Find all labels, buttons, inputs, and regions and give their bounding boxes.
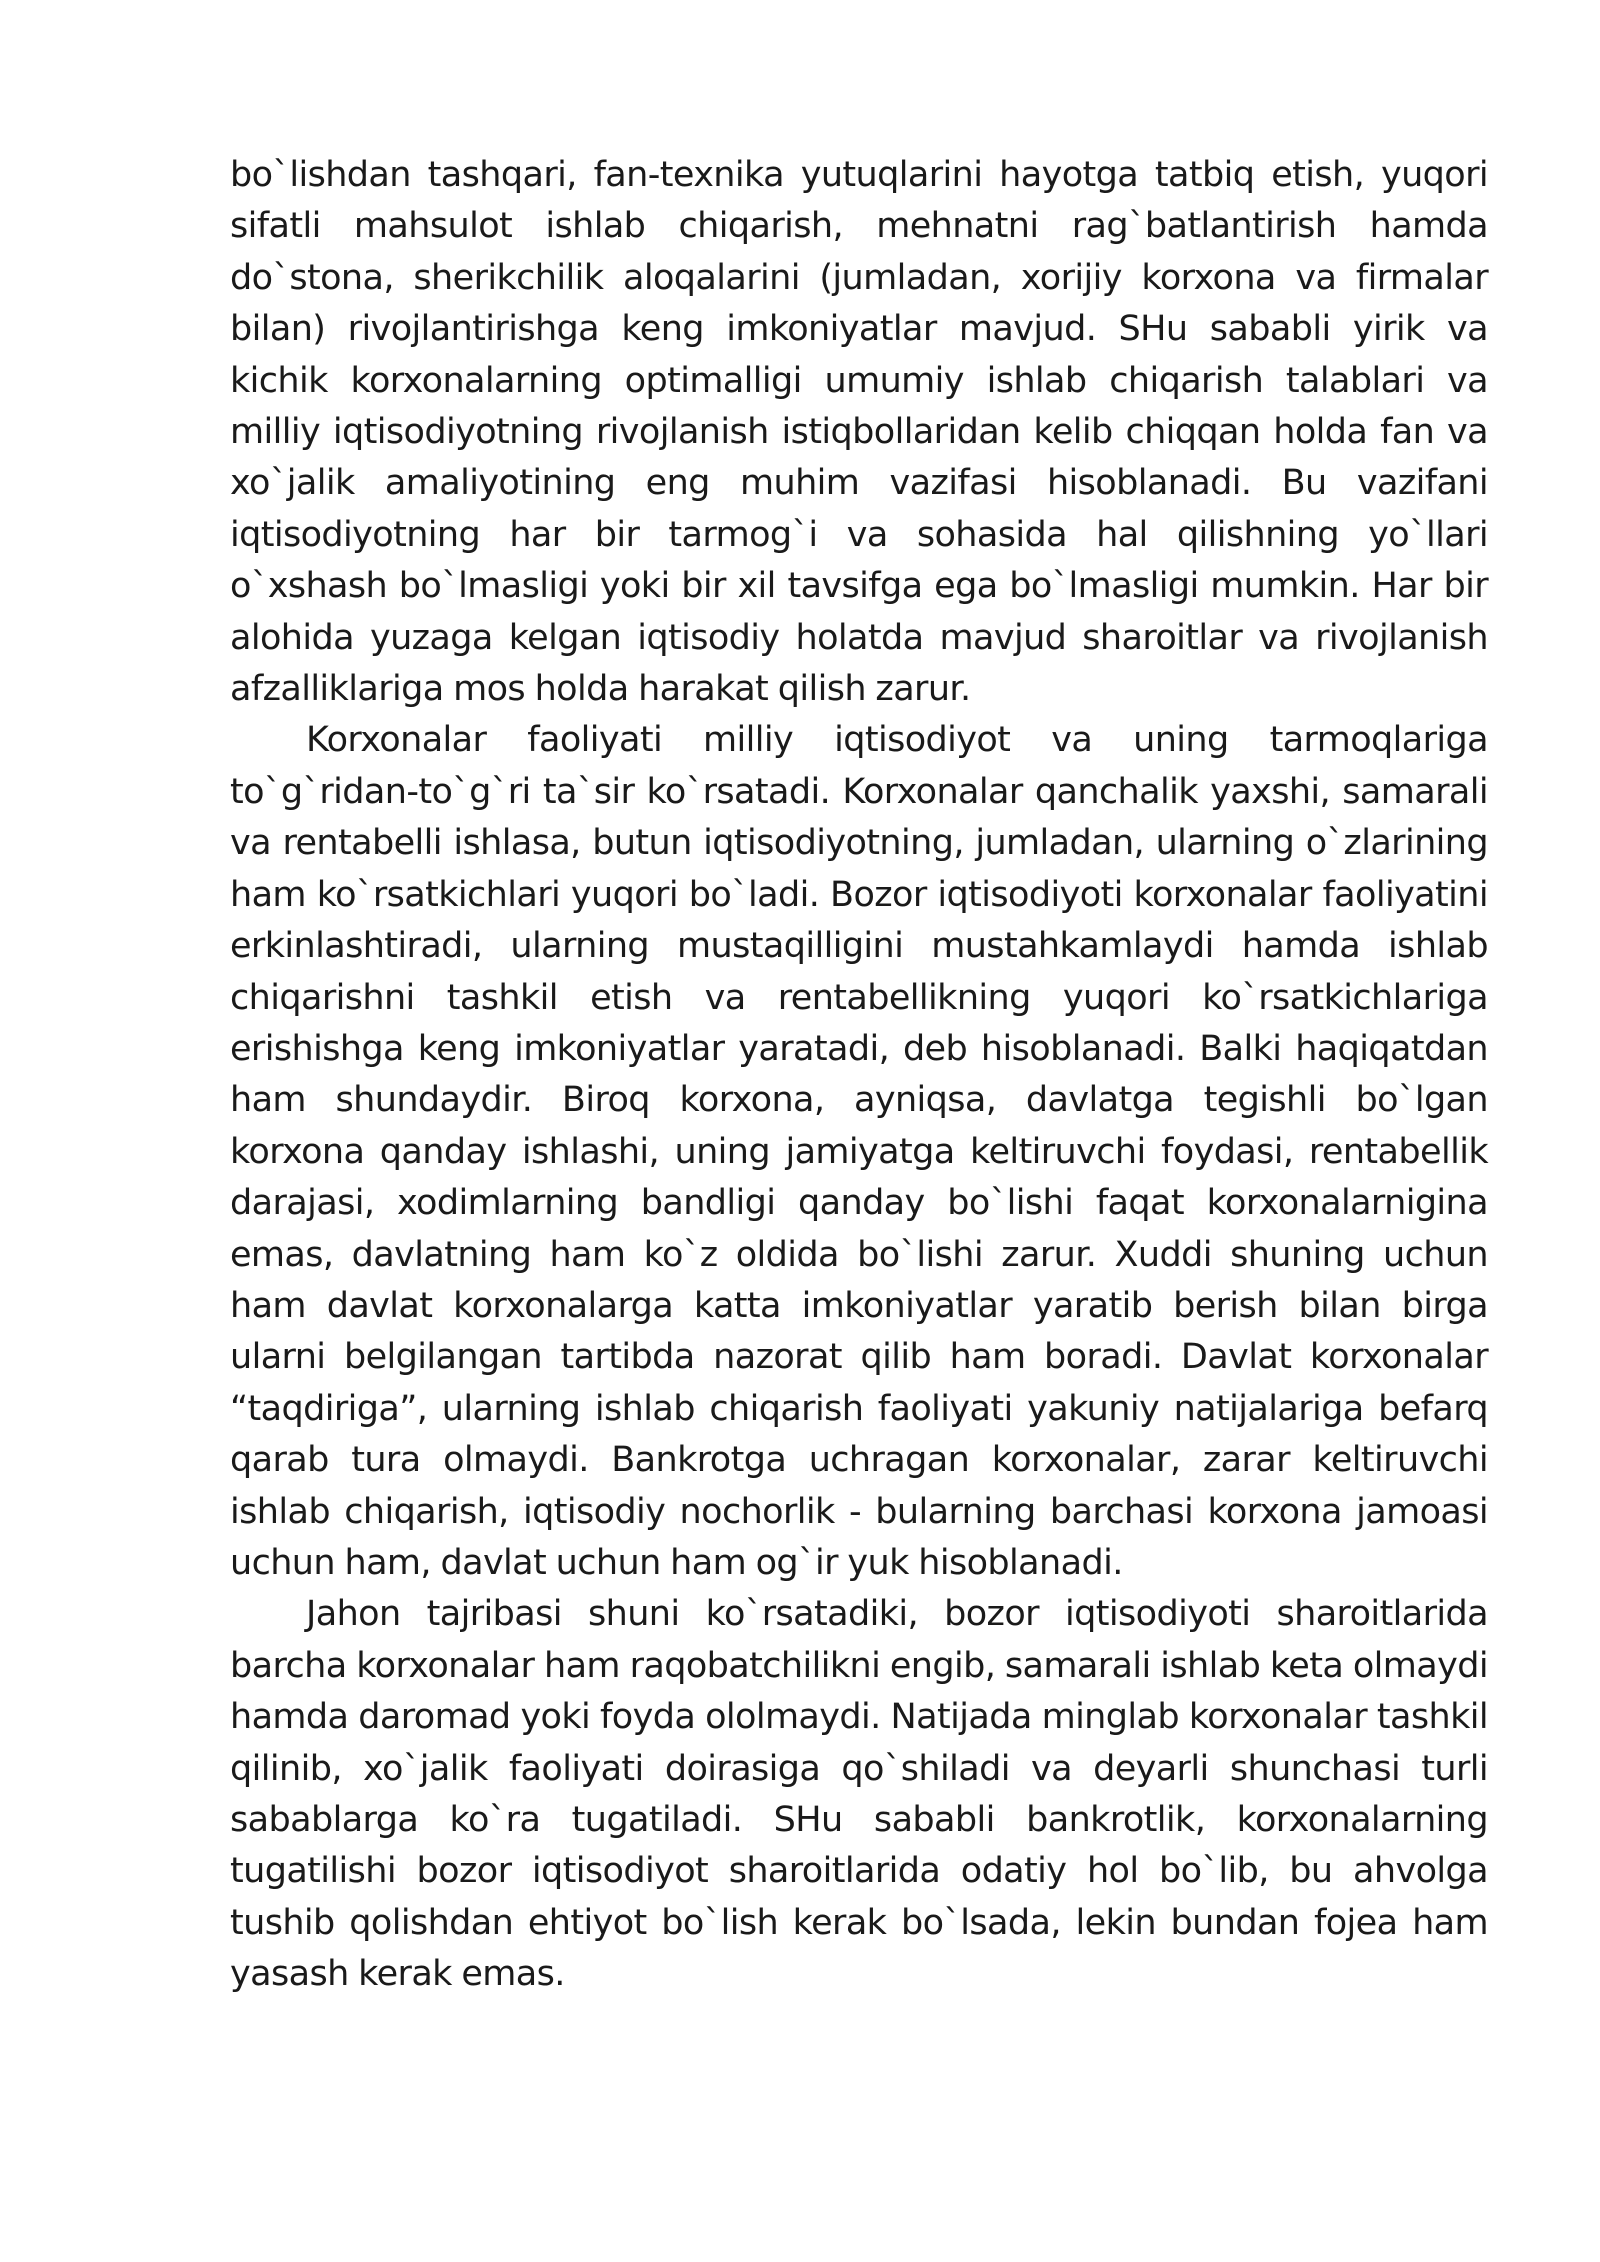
paragraph-2: Korxonalar faoliyati milliy iqtisodiyot va uning tarmoqlariga to`g`ridan-to`g`ri ta`sir ko`rsatadi. Korxonalar qanchalik yaxshi, samarali va rentabelli ishlasa, butun iqtisodiyotning, jumladan, ularning o`zlarining ham ko`rsatkichlari yuqori bo`ladi. Bozor iqtisodiyoti korxonalar faoliyatini erkinlashtiradi, ularning mustaqilligini mustahkamlaydi hamda ishlab chiqarishni tashkil etish va rentabellikning yuqori ko`rsatkichlariga erishishga keng imkoniyatlar yaratadi, deb hisoblanadi. Balki haqiqatdan ham shundaydir. Biroq korxona, ayniqsa, davlatga tegishli bo`lgan korxona qanday ishlashi, uning jamiyatga keltiruvchi foydasi, rentabellik darajasi, xodimlarning bandligi qanday bo`lishi faqat korxonalarnigina emas, davlatning ham ko`z oldida bo`lishi zarur. Xuddi shuning uchun ham davlat korxonalarga katta imkoniyatlar yaratib berish bilan birga ularni belgilangan tartibda nazorat qilib ham boradi. Davlat korxonalar “taqdiriga”, ularning ishlab chiqarish faoliyati yakuniy natijalariga befarq qarab tura olmaydi. Bankrotga uchragan korxonalar, zarar keltiruvchi ishlab chiqarish, iqtisodiy nochorlik - bularning barchasi korxona jamoasi uchun ham, davlat uchun ham og`ir yuk hisoblanadi. (230, 720, 1488, 1583)
paragraph-1: bo`lishdan tashqari, fan-texnika yutuqlarini hayotga tatbiq etish, yuqori sifatli mahsulot ishlab chiqarish, mehnatni rag`batlantirish hamda do`stona, sherikchilik aloqalarini (jumladan, xorijiy korxona va firmalar bilan) rivojlantirishga keng imkoniyatlar mavjud. SHu sababli yirik va kichik korxonalarning optimalligi umumiy ishlab chiqarish talablari va milliy iqtisodiyotning rivojlanish istiqbollaridan kelib chiqqan holda fan va xo`jalik amaliyotining eng muhim vazifasi hisoblanadi. Bu vazifani iqtisodiyotning har bir tarmog`i va sohasida hal qilishning yo`llari o`xshash bo`lmasligi yoki bir xil tavsifga ega bo`lmasligi mumkin. Har bir alohida yuzaga kelgan iqtisodiy holatda mavjud sharoitlar va rivojlanish afzalliklariga mos holda harakat qilish zarur. (230, 155, 1488, 710)
body-text (230, 150, 1488, 2001)
paragraph-3: Jahon tajribasi shuni ko`rsatadiki, bozor iqtisodiyoti sharoitlarida barcha korxonalar ham raqobatchilikni engib, samarali ishlab keta olmaydi hamda daromad yoki foyda ololmaydi. Natijada minglab korxonalar tashkil qilinib, xo`jalik faoliyati doirasiga qo`shiladi va deyarli shunchasi turli sabablarga ko`ra tugatiladi. SHu sababli bankrotlik, korxonalarning tugatilishi bozor iqtisodiyot sharoitlarida odatiy hol bo`lib, bu ahvolga tushib qolishdan ehtiyot bo`lish kerak bo`lsada, lekin bundan fojea ham yasash kerak emas. (230, 1594, 1488, 1995)
